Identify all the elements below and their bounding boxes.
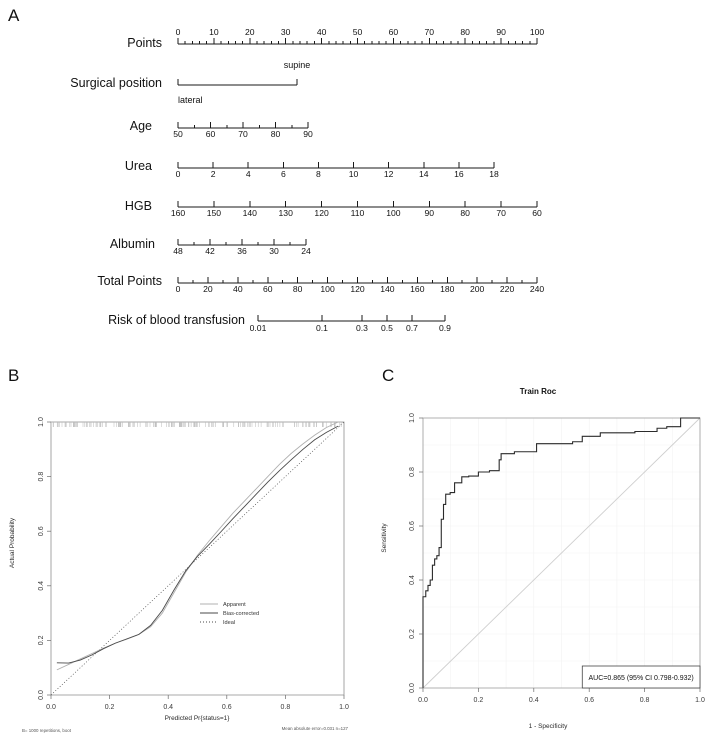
risk-tick-5: 0.9 bbox=[439, 323, 451, 333]
nomogram-row-label-points: Points bbox=[127, 36, 162, 50]
hgb-tick-3: 130 bbox=[278, 208, 293, 218]
hgb-tick-0: 160 bbox=[170, 208, 186, 218]
urea-tick-1: 2 bbox=[210, 169, 216, 179]
ytick-panel-b-5: 1.0 bbox=[38, 417, 45, 427]
urea-tick-4: 8 bbox=[316, 169, 321, 179]
series-ideal bbox=[51, 422, 344, 695]
hgb-tick-6: 100 bbox=[386, 208, 401, 218]
nomogram-row-label-surgical-position: Surgical position bbox=[70, 76, 162, 90]
points-tick-7: 70 bbox=[424, 27, 435, 37]
risk-tick-2: 0.3 bbox=[356, 323, 368, 333]
xtick-panel-b-5: 1.0 bbox=[339, 704, 349, 711]
total-points-tick-5: 100 bbox=[320, 284, 335, 294]
xtick-panel-c-4: 0.8 bbox=[639, 697, 650, 704]
total-points-tick-12: 240 bbox=[529, 284, 545, 294]
total-points-tick-10: 200 bbox=[469, 284, 485, 294]
total-points-tick-3: 60 bbox=[262, 284, 273, 294]
panel-letter-c: C bbox=[382, 366, 395, 385]
risk-tick-0: 0.01 bbox=[249, 323, 267, 333]
footnote-right-panel-b: Mean absolute error=0.031 n=127 bbox=[281, 726, 348, 731]
points-tick-2: 20 bbox=[245, 27, 255, 37]
ytick-panel-c-2: 0.4 bbox=[409, 575, 416, 585]
urea-tick-3: 6 bbox=[280, 169, 286, 179]
age-tick-2: 70 bbox=[238, 129, 248, 139]
xtick-panel-b-4: 0.8 bbox=[280, 704, 291, 711]
axis-title-y-panel-b: Actual Probability bbox=[9, 517, 16, 569]
calibration-plot-svg bbox=[0, 358, 370, 736]
nomogram-row-label-hgb: HGB bbox=[124, 199, 152, 213]
axis-title-y-panel-c: Sensitivity bbox=[381, 523, 388, 553]
nomogram-ticklabels-urea bbox=[176, 169, 499, 179]
panel-a-nomogram bbox=[0, 0, 708, 355]
total-points-tick-11: 220 bbox=[499, 284, 515, 294]
risk-tick-4: 0.7 bbox=[406, 323, 418, 333]
ytick-panel-c-1: 0.2 bbox=[409, 629, 416, 639]
ytick-panel-b-3: 0.6 bbox=[38, 526, 45, 537]
xtick-panel-c-3: 0.6 bbox=[584, 697, 595, 704]
xtick-panel-c-1: 0.2 bbox=[473, 697, 484, 704]
hgb-tick-7: 90 bbox=[424, 208, 435, 218]
legend-label-2: Ideal bbox=[223, 620, 236, 626]
total-points-tick-1: 20 bbox=[203, 284, 213, 294]
legend-label-0: Apparent bbox=[223, 602, 246, 608]
nomogram-row-label-total-points: Total Points bbox=[97, 274, 162, 288]
hgb-tick-4: 120 bbox=[314, 208, 329, 218]
nomogram-ticklabels-hgb bbox=[171, 208, 542, 218]
age-tick-1: 60 bbox=[205, 129, 216, 139]
urea-tick-0: 0 bbox=[175, 169, 181, 179]
axis-title-x-panel-c: 1 - Specificity bbox=[528, 723, 568, 730]
albumin-tick-3: 30 bbox=[269, 246, 279, 256]
total-points-tick-6: 120 bbox=[350, 284, 365, 294]
age-tick-0: 50 bbox=[173, 129, 183, 139]
ytick-panel-c-0: 0.0 bbox=[409, 683, 416, 693]
points-tick-0: 0 bbox=[175, 27, 181, 37]
urea-tick-8: 16 bbox=[454, 169, 464, 179]
nomogram-axes bbox=[0, 0, 708, 355]
points-tick-10: 100 bbox=[529, 27, 545, 37]
panel-b-calibration-plot bbox=[0, 358, 370, 736]
albumin-tick-2: 36 bbox=[237, 246, 247, 256]
points-tick-3: 30 bbox=[280, 27, 291, 37]
urea-tick-2: 4 bbox=[245, 169, 251, 179]
ytick-panel-b-4: 0.8 bbox=[38, 471, 45, 482]
urea-tick-5: 10 bbox=[348, 169, 359, 179]
risk-tick-1: 0.1 bbox=[316, 323, 328, 333]
panel-letter-b: B bbox=[8, 366, 20, 385]
nomogram-row-label-urea: Urea bbox=[124, 159, 152, 173]
points-tick-1: 10 bbox=[209, 27, 219, 37]
roc-plot-svg bbox=[368, 358, 708, 736]
roc-plot-title: Train Roc bbox=[519, 387, 557, 396]
points-tick-4: 40 bbox=[316, 27, 327, 37]
ytick-panel-b-0: 0.0 bbox=[38, 690, 45, 700]
ytick-panel-c-5: 1.0 bbox=[409, 413, 416, 423]
total-points-tick-8: 160 bbox=[410, 284, 425, 294]
nomogram-ticklabels-albumin bbox=[173, 246, 311, 256]
auc-annotation-box bbox=[582, 666, 700, 688]
series-apparent bbox=[57, 422, 338, 670]
nomogram-ticklabels-risk bbox=[250, 323, 452, 333]
albumin-tick-0: 48 bbox=[173, 246, 183, 256]
total-points-tick-9: 180 bbox=[440, 284, 455, 294]
albumin-tick-4: 24 bbox=[301, 246, 311, 256]
panel-c-roc-plot bbox=[368, 358, 708, 736]
series-bias-corrected bbox=[57, 426, 338, 663]
nomogram-ticklabels-points bbox=[176, 27, 545, 37]
ytick-panel-b-1: 0.2 bbox=[38, 635, 45, 646]
urea-tick-6: 12 bbox=[383, 169, 394, 179]
xtick-panel-b-2: 0.4 bbox=[163, 704, 174, 711]
points-tick-6: 60 bbox=[388, 27, 399, 37]
ytick-panel-c-3: 0.6 bbox=[409, 521, 416, 531]
footnote-left-panel-b: B= 1000 repetitions, boot bbox=[22, 728, 71, 733]
total-points-tick-7: 140 bbox=[380, 284, 395, 294]
xtick-panel-c-2: 0.4 bbox=[528, 697, 539, 704]
hgb-tick-9: 70 bbox=[496, 208, 506, 218]
nomogram-ticklabels-age bbox=[173, 129, 313, 139]
surgical-position-option-supine: supine bbox=[283, 60, 311, 70]
hgb-tick-8: 80 bbox=[460, 208, 470, 218]
hgb-tick-2: 140 bbox=[242, 208, 257, 218]
ytick-panel-c-4: 0.8 bbox=[409, 467, 416, 477]
points-tick-5: 50 bbox=[352, 27, 363, 37]
ytick-panel-b-2: 0.4 bbox=[38, 580, 45, 591]
axis-title-x-panel-b: Predicted Pr{status=1} bbox=[164, 715, 230, 722]
albumin-tick-1: 42 bbox=[205, 246, 215, 256]
nomogram-row-label-risk: Risk of blood transfusion bbox=[108, 313, 245, 327]
urea-tick-9: 18 bbox=[489, 169, 499, 179]
legend-label-1: Bias-corrected bbox=[223, 611, 260, 617]
total-points-tick-4: 80 bbox=[292, 284, 303, 294]
nomogram-row-label-age: Age bbox=[129, 119, 152, 133]
nomogram-ticklabels-total-points bbox=[176, 284, 545, 294]
points-tick-8: 80 bbox=[460, 27, 470, 37]
hgb-tick-10: 60 bbox=[532, 208, 542, 218]
nomogram-row-label-albumin: Albumin bbox=[109, 237, 155, 251]
surgical-position-option-lateral: lateral bbox=[178, 95, 203, 105]
risk-tick-3: 0.5 bbox=[381, 323, 393, 333]
points-tick-9: 90 bbox=[496, 27, 506, 37]
age-tick-4: 90 bbox=[303, 129, 313, 139]
hgb-tick-1: 150 bbox=[206, 208, 222, 218]
age-tick-3: 80 bbox=[270, 129, 281, 139]
total-points-tick-2: 40 bbox=[233, 284, 243, 294]
panel-letter-a: A bbox=[8, 6, 20, 25]
hgb-tick-5: 110 bbox=[350, 208, 365, 218]
urea-tick-7: 14 bbox=[418, 169, 429, 179]
xtick-panel-b-0: 0.0 bbox=[46, 704, 56, 711]
auc-label: AUC=0.865 (95% CI 0.798-0.932) bbox=[588, 675, 694, 682]
xtick-panel-c-5: 1.0 bbox=[695, 697, 705, 704]
xtick-panel-b-3: 0.6 bbox=[221, 704, 232, 711]
total-points-tick-0: 0 bbox=[175, 284, 181, 294]
xtick-panel-c-0: 0.0 bbox=[418, 697, 428, 704]
xtick-panel-b-1: 0.2 bbox=[104, 704, 115, 711]
